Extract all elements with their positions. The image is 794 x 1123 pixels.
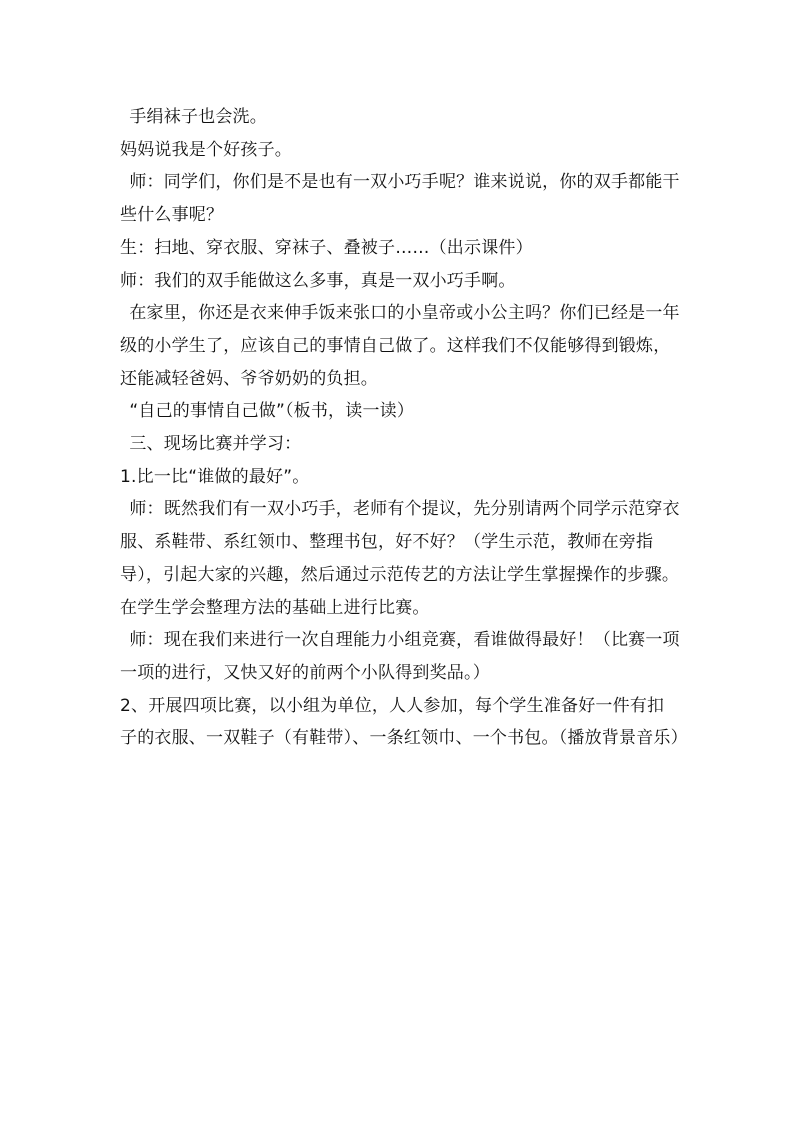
paragraph-5: 师：我们的双手能做这么多事，真是一双小巧手啊。 (120, 270, 516, 291)
paragraph-11: 在学生学会整理方法的基础上进行比赛。 (120, 597, 430, 618)
paragraph-12: 师：现在我们来进行一次自理能力小组竞赛，看谁做得最好！（比赛一项一项的进行，又快又好的前两个小队得到奖品。） (120, 630, 680, 683)
paragraph-2: 妈妈说我是个好孩子。 (120, 139, 292, 160)
paragraph-1: 手绢袜子也会洗。 (129, 107, 267, 127)
paragraph-9: 1.比一比“谁做的最好”。 (120, 466, 310, 487)
paragraph-10: 师：既然我们有一双小巧手，老师有个提议，先分别请两个同学示范穿衣服、系鞋带、系红领巾、整理书包，好不好？（学生示范，教师在旁指导），引起大家的兴趣，然后通过示范传艺的方法让学生掌握操作的步骤。 (120, 499, 680, 585)
paragraph-6: 在家里，你还是衣来伸手饭来张口的小皇帝或小公主吗？你们已经是一年级的小学生了，应该自己的事情自己做了。这样我们不仅能够得到锻炼，还能减轻爸妈、爷爷奶奶的负担。 (120, 303, 680, 389)
document-body (120, 101, 688, 755)
paragraph-8: 三、现场比赛并学习： (129, 434, 302, 455)
paragraph-3: 师：同学们，你们是不是也有一双小巧手呢？谁来说说，你的双手都能干些什么事呢？ (120, 172, 680, 226)
paragraph-13: 2、开展四项比赛，以小组为单位，人人参加，每个学生准备好一件有扣子的衣服、一双鞋子（有鞋带）、一条红领巾、一个书包。（播放背景音乐） (120, 695, 688, 749)
paragraph-4: 生：扫地、穿衣服、穿袜子、叠被子……（出示课件） (120, 237, 533, 258)
paragraph-7: “自己的事情自己做”（板书，读一读） (129, 401, 415, 422)
